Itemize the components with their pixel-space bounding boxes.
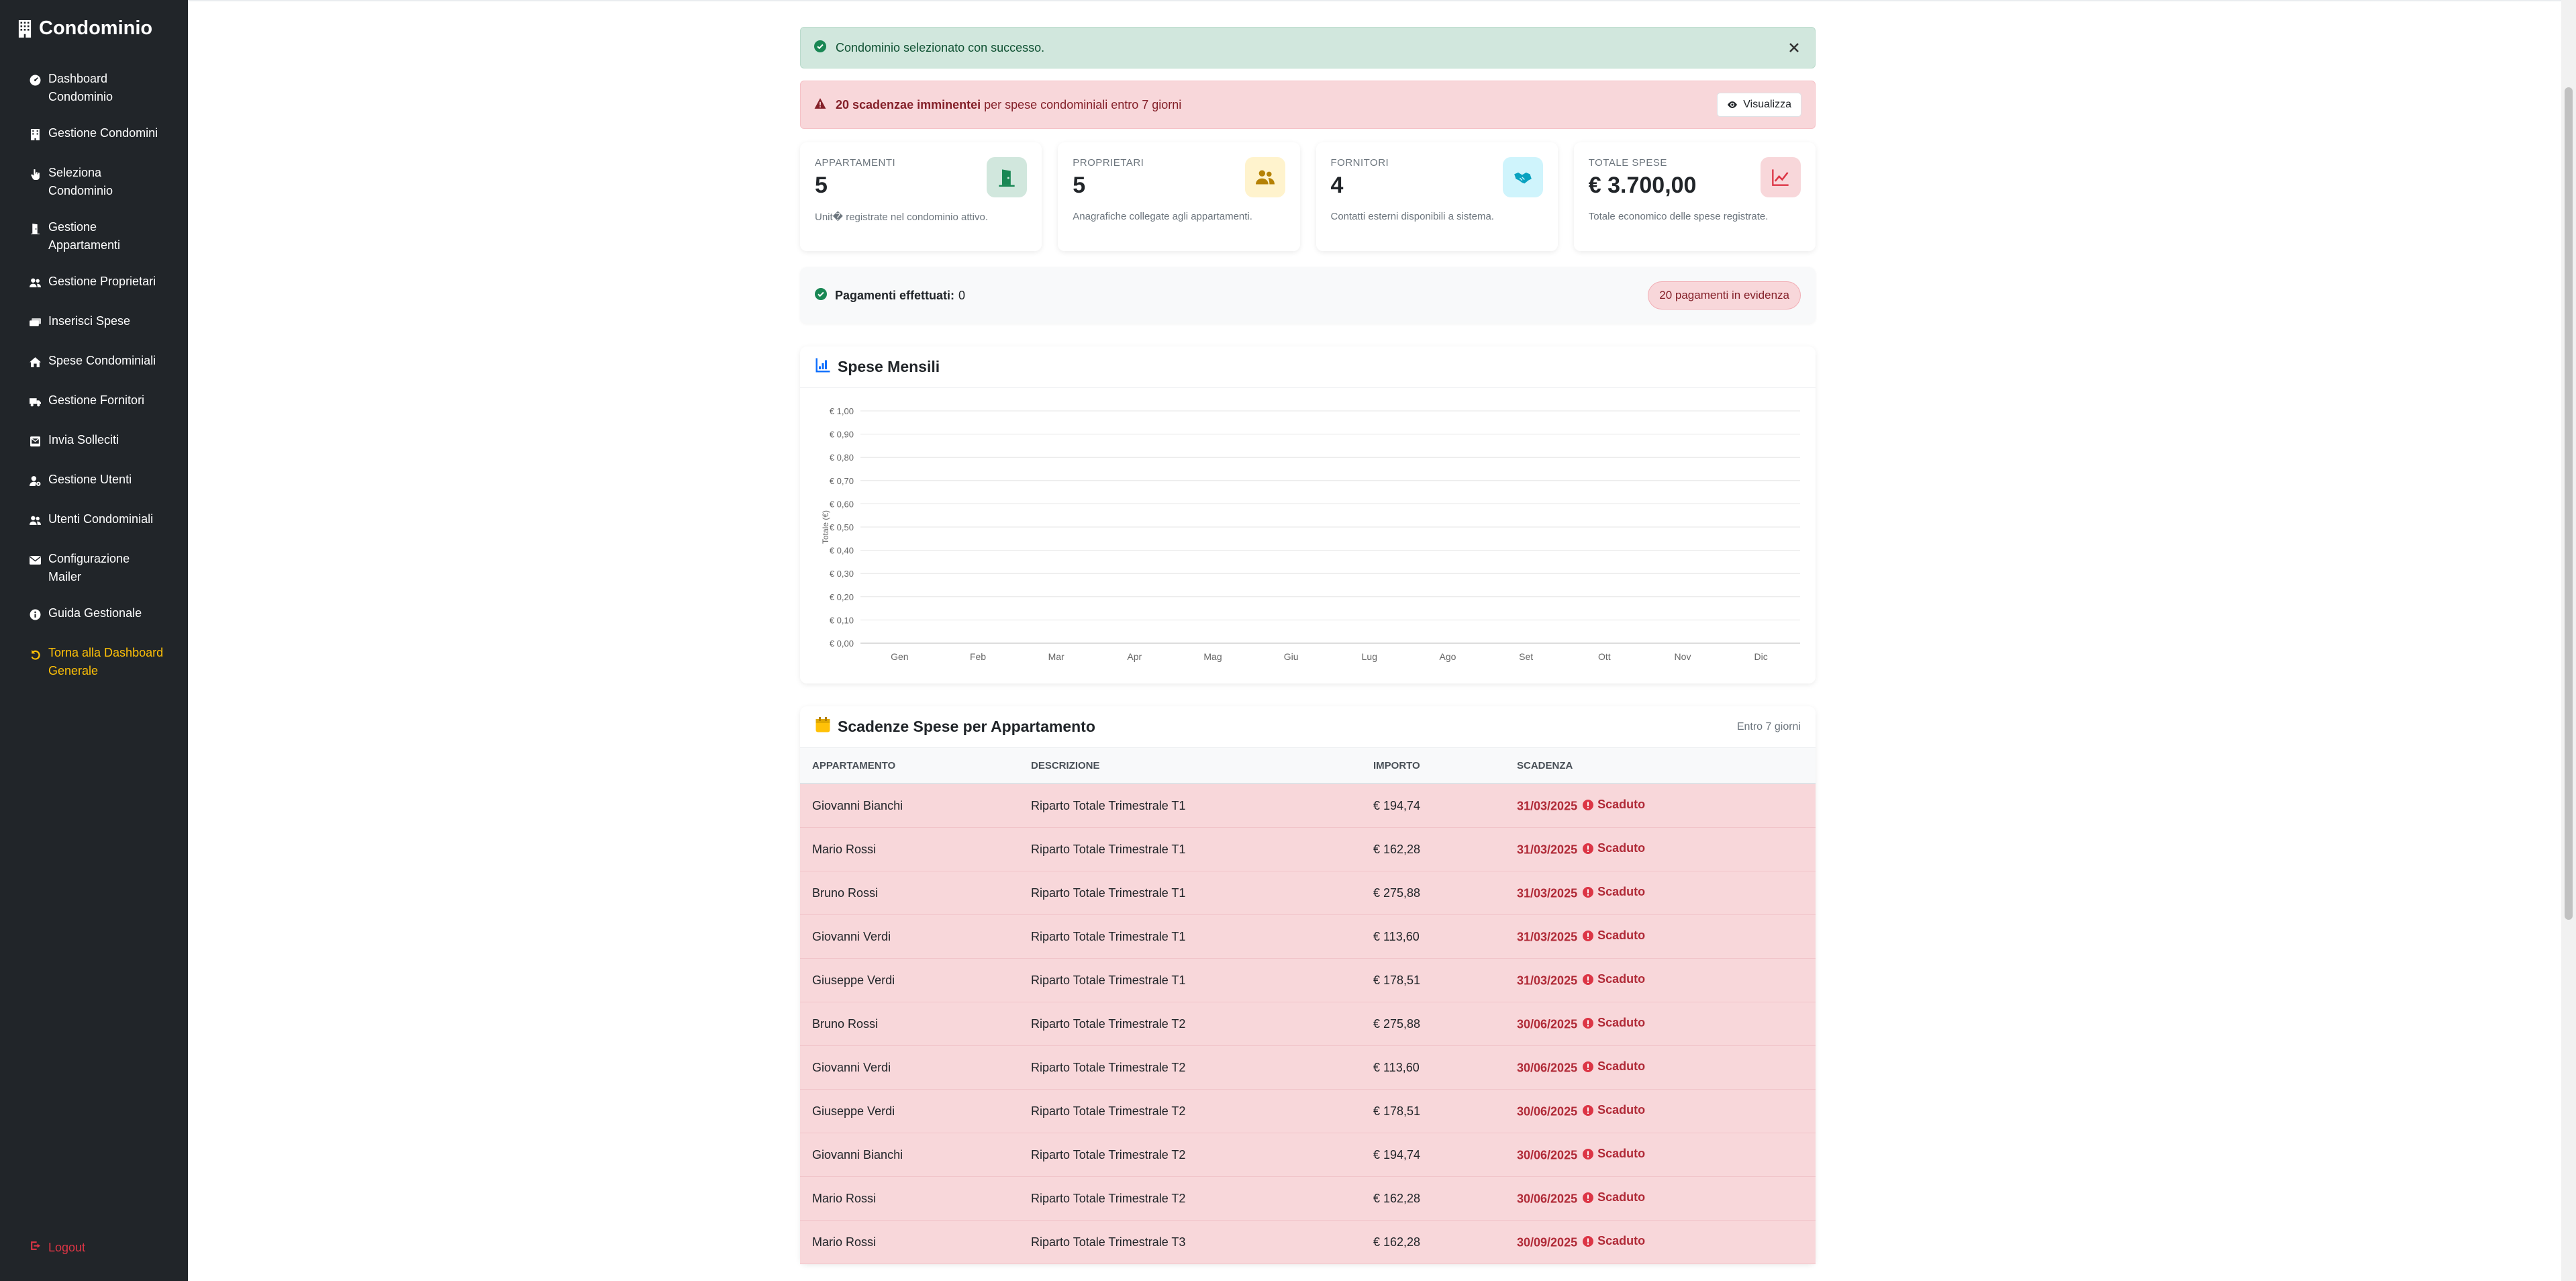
x-tick-label: Mar	[1048, 651, 1064, 662]
due-cell	[1505, 959, 1816, 1002]
table-row[interactable]	[800, 828, 1816, 871]
apartment-cell: Giovanni Bianchi	[800, 1133, 1019, 1177]
info-circle-icon	[30, 609, 41, 620]
stat-description: Anagrafiche collegate agli appartamenti.	[1073, 211, 1252, 222]
stat-value: 4	[1330, 173, 1344, 198]
due-date: 31/03/2025	[1517, 799, 1578, 813]
sidebar-item-inserisci-spese[interactable]	[30, 312, 164, 334]
x-tick-label: Ott	[1597, 651, 1611, 662]
y-tick-label: € 0,20	[829, 591, 854, 602]
sidebar-item-label: Spese Condominiali	[48, 354, 156, 367]
overdue-badge	[1583, 1016, 1645, 1030]
exclamation-circle-icon	[1583, 1149, 1593, 1159]
overdue-badge	[1583, 972, 1645, 986]
bar-chart-icon	[815, 357, 831, 373]
apartment-cell: Bruno Rossi	[800, 871, 1019, 915]
apartment-cell: Mario Rossi	[800, 1177, 1019, 1221]
exclamation-circle-icon	[1583, 1061, 1593, 1072]
check-circle-icon	[815, 288, 827, 300]
payments-label: Pagamenti effettuati:	[835, 288, 955, 302]
x-tick-label: Dic	[1754, 651, 1768, 662]
table-row[interactable]	[800, 1177, 1816, 1221]
amount-cell: € 178,51	[1361, 959, 1505, 1002]
logout-icon	[30, 1240, 41, 1251]
exclamation-circle-icon	[1583, 1236, 1593, 1247]
description-cell: Riparto Totale Trimestrale T2	[1019, 1002, 1361, 1046]
stat-label: APPARTAMENTI	[815, 157, 896, 169]
y-tick-label: € 0,90	[829, 429, 854, 440]
due-date: 31/03/2025	[1517, 974, 1578, 988]
due-cell	[1505, 828, 1816, 871]
x-tick-label: Set	[1519, 651, 1534, 662]
overdue-label: Scaduto	[1597, 1147, 1646, 1161]
x-tick-label: Mag	[1203, 651, 1222, 662]
deadlines-subtitle: Entro 7 giorni	[1736, 720, 1801, 732]
stat-icon-box	[1761, 157, 1801, 197]
sidebar-item-label: Configurazione Mailer	[48, 552, 130, 583]
view-deadlines-button[interactable]	[1717, 93, 1801, 117]
y-tick-label: € 0,50	[829, 522, 854, 532]
description-cell: Riparto Totale Trimestrale T1	[1019, 784, 1361, 828]
due-cell	[1505, 1133, 1816, 1177]
x-tick-label: Gen	[891, 651, 909, 662]
due-date: 30/06/2025	[1517, 1104, 1578, 1119]
exclamation-circle-icon	[1583, 931, 1593, 941]
sidebar-item-label: Guida Gestionale	[48, 606, 142, 620]
overdue-label: Scaduto	[1597, 1059, 1646, 1074]
due-date: 30/06/2025	[1517, 1192, 1578, 1206]
overdue-label: Scaduto	[1597, 1190, 1646, 1204]
amount-cell: € 113,60	[1361, 1046, 1505, 1090]
x-tick-label: Apr	[1127, 651, 1142, 662]
success-alert-text: Condominio selezionato con successo.	[836, 40, 1045, 54]
table-row[interactable]	[800, 871, 1816, 915]
y-tick-label: € 0,70	[829, 475, 854, 486]
overdue-badge	[1583, 929, 1645, 943]
cash-stack-icon	[30, 317, 41, 328]
sidebar-item-dashboard-condominio[interactable]	[30, 70, 164, 106]
due-cell	[1505, 871, 1816, 915]
apartment-cell: Mario Rossi	[800, 828, 1019, 871]
success-alert	[800, 27, 1816, 68]
apartment-cell: Giuseppe Verdi	[800, 1090, 1019, 1133]
amount-cell: € 194,74	[1361, 1133, 1505, 1177]
top-border	[188, 0, 2561, 1]
sidebar-item-configurazione-mailer[interactable]	[30, 550, 164, 586]
sidebar-item-label: Gestione Condomini	[48, 126, 158, 140]
sidebar-item-utenti-condominiali[interactable]	[30, 510, 164, 532]
pointer-hand-icon	[30, 169, 41, 180]
sidebar	[0, 0, 188, 1281]
table-row[interactable]	[800, 1090, 1816, 1133]
logout-label: Logout	[48, 1240, 86, 1254]
sidebar-item-gestione-utenti[interactable]	[30, 471, 164, 492]
sidebar-item-label: Inserisci Spese	[48, 314, 131, 328]
sidebar-item-gestione-fornitori[interactable]	[30, 391, 164, 413]
column-header[interactable]: APPARTAMENTO	[800, 748, 1019, 784]
amount-cell: € 113,60	[1361, 915, 1505, 959]
overdue-label: Scaduto	[1597, 885, 1646, 899]
due-date: 31/03/2025	[1517, 886, 1578, 900]
due-cell	[1505, 1002, 1816, 1046]
due-date: 30/06/2025	[1517, 1061, 1578, 1075]
description-cell: Riparto Totale Trimestrale T2	[1019, 1133, 1361, 1177]
y-tick-label: € 0,10	[829, 615, 854, 626]
deadline-alert-rest: per spese condominiali entro 7 giorni	[981, 97, 1182, 111]
description-cell: Riparto Totale Trimestrale T1	[1019, 871, 1361, 915]
chart-header	[800, 346, 1816, 388]
column-header[interactable]: IMPORTO	[1361, 748, 1505, 784]
apartment-cell: Giovanni Verdi	[800, 1046, 1019, 1090]
gauge-icon	[30, 75, 41, 86]
sidebar-item-label: Gestione Fornitori	[48, 393, 145, 407]
sidebar-item-label: Gestione Proprietari	[48, 275, 156, 288]
exclamation-circle-icon	[1583, 887, 1593, 898]
monthly-expenses-chart	[800, 388, 1816, 683]
overdue-badge	[1583, 1147, 1645, 1161]
due-cell	[1505, 1090, 1816, 1133]
user-group-icon	[30, 515, 41, 526]
stat-description: Totale economico delle spese registrate.	[1588, 211, 1769, 222]
sidebar-item-label: Utenti Condominiali	[48, 512, 154, 526]
y-tick-label: € 0,40	[829, 545, 854, 556]
sidebar-item-gestione-condomini[interactable]	[30, 124, 164, 146]
overdue-badge	[1583, 798, 1645, 812]
door-open-icon	[30, 223, 41, 234]
overdue-badge	[1583, 1190, 1645, 1204]
x-tick-label: Nov	[1674, 651, 1691, 662]
sidebar-item-gestione-proprietari[interactable]	[30, 273, 164, 294]
x-tick-label: Feb	[969, 651, 987, 662]
column-header[interactable]: DESCRIZIONE	[1019, 748, 1361, 784]
table-row[interactable]	[800, 1002, 1816, 1046]
stat-icon-box	[1245, 157, 1285, 197]
exclamation-circle-icon	[1583, 800, 1593, 810]
view-deadlines-label: Visualizza	[1743, 99, 1791, 110]
y-tick-label: € 1,00	[829, 406, 854, 416]
stats-row	[800, 142, 1816, 251]
stat-value: 5	[1073, 173, 1086, 198]
undo-icon	[30, 649, 41, 660]
amount-cell: € 275,88	[1361, 1002, 1505, 1046]
amount-cell: € 275,88	[1361, 871, 1505, 915]
description-cell: Riparto Totale Trimestrale T1	[1019, 828, 1361, 871]
stat-card-appartamenti	[800, 142, 1042, 251]
chart-area	[800, 388, 1816, 683]
brand-label: Condominio	[39, 17, 153, 39]
overdue-label: Scaduto	[1597, 972, 1646, 986]
description-cell: Riparto Totale Trimestrale T3	[1019, 1221, 1361, 1264]
overdue-label: Scaduto	[1597, 1103, 1646, 1117]
deadline-alert	[800, 81, 1816, 129]
table-row[interactable]	[800, 784, 1816, 828]
amount-cell: € 162,28	[1361, 828, 1505, 871]
due-cell	[1505, 1177, 1816, 1221]
deadlines-table	[800, 748, 1816, 1264]
amount-cell: € 162,28	[1361, 1177, 1505, 1221]
overdue-label: Scaduto	[1597, 929, 1646, 943]
sidebar-item-gestione-appartamenti[interactable]	[30, 218, 164, 254]
user-gear-icon	[30, 475, 41, 487]
handshake-icon	[1514, 168, 1532, 187]
deadline-alert-strong: 20 scadenzae imminentei	[836, 97, 981, 111]
house-icon	[30, 357, 41, 368]
scrollbar[interactable]	[2561, 0, 2576, 1281]
due-date: 31/03/2025	[1517, 843, 1578, 857]
envelope-icon	[30, 555, 41, 566]
sidebar-item-label: Torna alla Dashboard Generale	[48, 646, 164, 677]
sidebar-item-torna-alla-dashboard-generale[interactable]	[30, 644, 164, 680]
users-icon	[1256, 168, 1275, 187]
sidebar-item-label: Gestione Utenti	[48, 473, 132, 486]
chart-title: Spese Mensili	[838, 358, 940, 375]
due-cell	[1505, 1221, 1816, 1264]
sidebar-nav	[30, 70, 164, 698]
deadlines-card	[800, 706, 1816, 1264]
chart-line-icon	[1771, 168, 1790, 187]
apartment-cell: Giovanni Bianchi	[800, 784, 1019, 828]
sidebar-item-label: Dashboard Condominio	[48, 72, 113, 103]
column-header[interactable]: SCADENZA	[1505, 748, 1816, 784]
due-date: 30/06/2025	[1517, 1017, 1578, 1031]
close-alert-button[interactable]	[1787, 40, 1801, 55]
amount-cell: € 178,51	[1361, 1090, 1505, 1133]
main-content	[800, 27, 1816, 1264]
deadlines-header	[800, 706, 1816, 748]
description-cell: Riparto Totale Trimestrale T2	[1019, 1177, 1361, 1221]
stat-icon-box	[1503, 157, 1543, 197]
table-row[interactable]	[800, 1133, 1816, 1177]
stat-icon-box	[987, 157, 1027, 197]
overdue-badge	[1583, 1103, 1645, 1117]
deadline-alert-text	[836, 98, 1181, 112]
due-cell	[1505, 784, 1816, 828]
y-tick-label: € 0,00	[829, 638, 854, 649]
stat-value: 5	[815, 173, 828, 198]
due-date: 30/06/2025	[1517, 1148, 1578, 1162]
building-icon	[17, 20, 32, 38]
stat-card-fornitori	[1316, 142, 1558, 251]
overdue-label: Scaduto	[1597, 841, 1646, 855]
description-cell: Riparto Totale Trimestrale T2	[1019, 1046, 1361, 1090]
door-open-icon	[997, 168, 1016, 187]
calendar-icon	[815, 717, 831, 733]
check-circle-icon	[814, 40, 826, 52]
y-axis-label: Totale (€)	[821, 510, 830, 544]
y-tick-label: € 0,60	[829, 499, 854, 510]
amount-cell: € 194,74	[1361, 784, 1505, 828]
sidebar-item-seleziona-condominio[interactable]	[30, 164, 164, 200]
apartment-cell: Bruno Rossi	[800, 1002, 1019, 1046]
table-row[interactable]	[800, 915, 1816, 959]
table-row[interactable]	[800, 959, 1816, 1002]
stat-card-proprietari	[1058, 142, 1299, 251]
truck-icon	[30, 396, 41, 408]
description-cell: Riparto Totale Trimestrale T1	[1019, 915, 1361, 959]
sidebar-item-label: Gestione Appartamenti	[48, 220, 121, 252]
x-tick-label: Giu	[1283, 651, 1299, 662]
eye-icon	[1727, 99, 1738, 110]
monthly-expenses-card	[800, 346, 1816, 683]
building-icon	[30, 129, 41, 140]
overdue-badge	[1583, 1234, 1645, 1248]
exclamation-circle-icon	[1583, 1018, 1593, 1029]
stat-label: FORNITORI	[1330, 157, 1389, 169]
amount-cell: € 162,28	[1361, 1221, 1505, 1264]
x-tick-label: Lug	[1361, 651, 1378, 662]
payments-value: 0	[958, 288, 966, 302]
overdue-label: Scaduto	[1597, 1016, 1646, 1030]
scrollbar-thumb[interactable]	[2565, 87, 2573, 920]
stat-label: TOTALE SPESE	[1588, 157, 1667, 169]
sidebar-item-invia-solleciti[interactable]	[30, 431, 164, 453]
stat-value: € 3.700,00	[1588, 173, 1697, 198]
exclamation-circle-icon	[1583, 974, 1593, 985]
sidebar-item-spese-condominiali[interactable]	[30, 352, 164, 373]
exclamation-circle-icon	[1583, 1105, 1593, 1116]
x-tick-label: Ago	[1439, 651, 1456, 662]
y-tick-label: € 0,30	[829, 569, 854, 579]
deadlines-title: Scadenze Spese per Appartamento	[838, 718, 1095, 735]
description-cell: Riparto Totale Trimestrale T2	[1019, 1090, 1361, 1133]
exclamation-circle-icon	[1583, 1192, 1593, 1203]
sidebar-item-guida-gestionale[interactable]	[30, 604, 164, 626]
brand[interactable]	[17, 17, 152, 40]
apartment-cell: Giovanni Verdi	[800, 915, 1019, 959]
highlighted-payments-badge[interactable]: 20 pagamenti in evidenza	[1648, 281, 1801, 310]
logout-link[interactable]	[30, 1240, 85, 1255]
users-icon	[30, 277, 41, 289]
payments-bar	[800, 267, 1816, 324]
due-cell	[1505, 915, 1816, 959]
due-date: 31/03/2025	[1517, 930, 1578, 944]
table-row[interactable]	[800, 1046, 1816, 1090]
apartment-cell: Mario Rossi	[800, 1221, 1019, 1264]
description-cell: Riparto Totale Trimestrale T1	[1019, 959, 1361, 1002]
close-icon	[1787, 40, 1801, 55]
overdue-badge	[1583, 1059, 1645, 1074]
sidebar-item-label: Invia Solleciti	[48, 433, 119, 446]
sidebar-item-label: Seleziona Condominio	[48, 166, 113, 197]
exclamation-circle-icon	[1583, 843, 1593, 854]
overdue-label: Scaduto	[1597, 1234, 1646, 1248]
apartment-cell: Giuseppe Verdi	[800, 959, 1019, 1002]
stat-label: PROPRIETARI	[1073, 157, 1144, 169]
stat-card-totale-spese	[1574, 142, 1816, 251]
overdue-label: Scaduto	[1597, 798, 1646, 812]
due-date: 30/09/2025	[1517, 1235, 1578, 1249]
overdue-badge	[1583, 841, 1645, 855]
overdue-badge	[1583, 885, 1645, 899]
table-header-row	[800, 748, 1816, 784]
stat-description: Contatti esterni disponibili a sistema.	[1330, 211, 1494, 222]
table-row[interactable]	[800, 1221, 1816, 1264]
stat-description: Unit� registrate nel condominio attivo.	[815, 211, 989, 223]
envelope-paper-icon	[30, 436, 41, 447]
due-cell	[1505, 1046, 1816, 1090]
warning-triangle-icon	[814, 97, 826, 109]
y-tick-label: € 0,80	[829, 453, 854, 463]
